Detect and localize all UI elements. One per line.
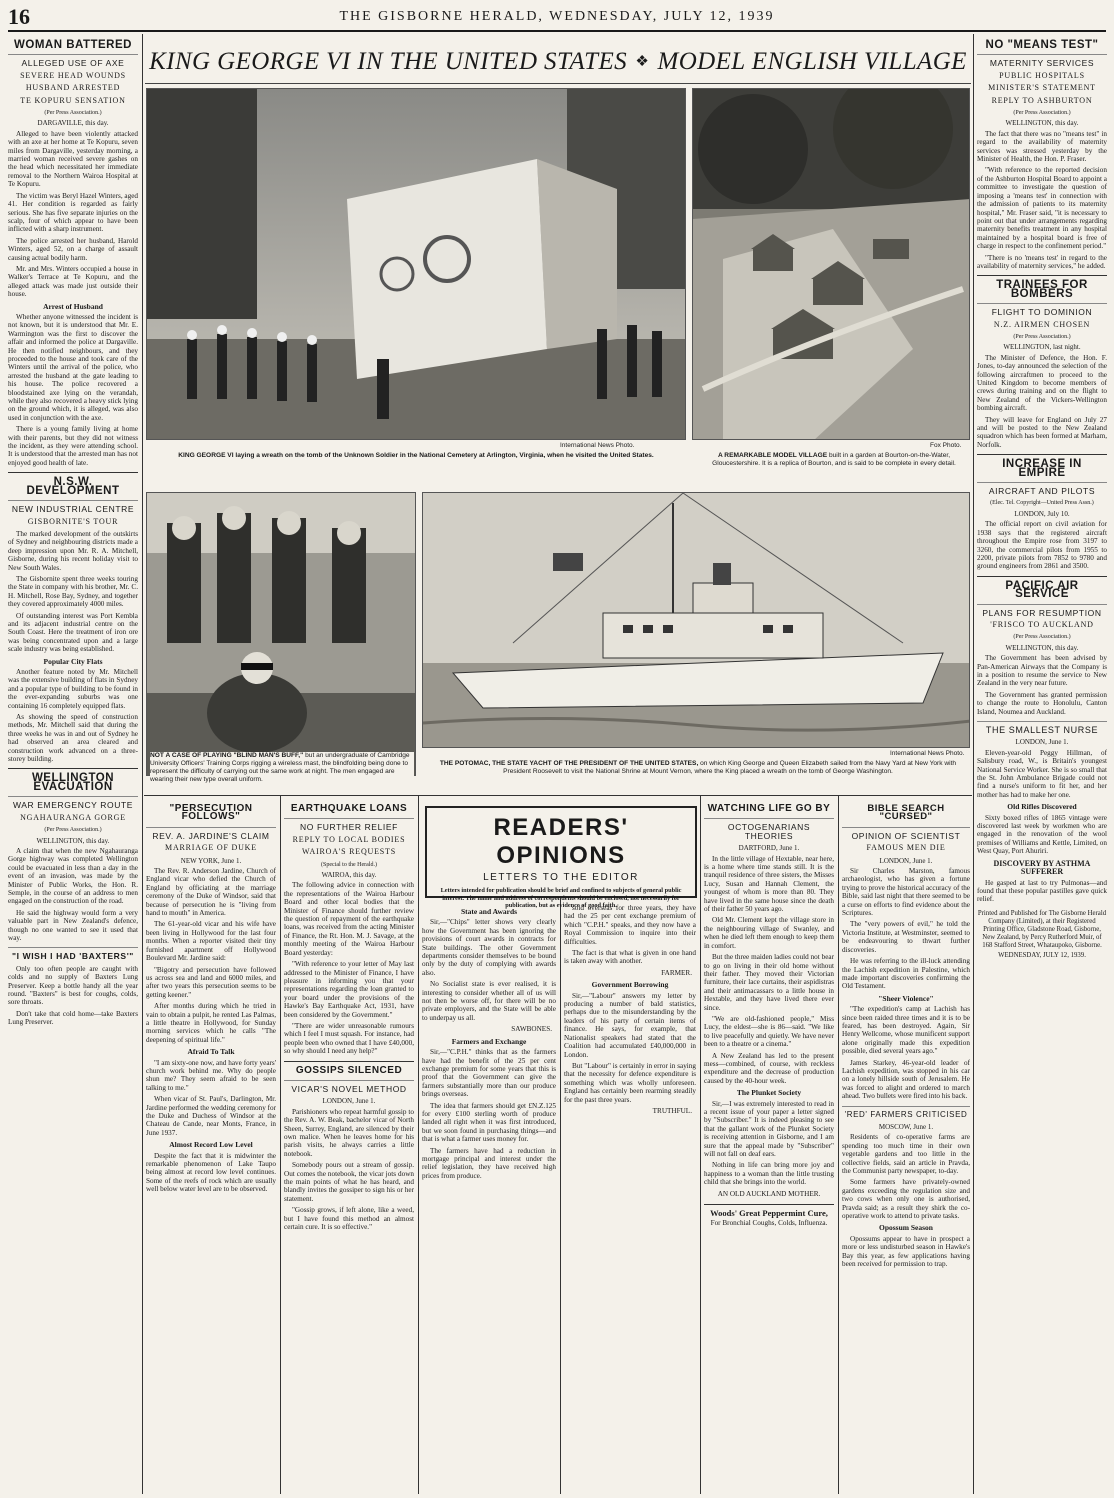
caption-lead: THE POTOMAC, THE STATE YACHT OF THE PRESIDENT OF THE UNITED STATES, <box>439 760 699 767</box>
subheading: Popular City Flats <box>43 656 103 666</box>
banner-left: KING GEORGE VI IN THE UNITED STATES <box>149 47 628 75</box>
masthead <box>8 4 1106 32</box>
deck: NGAHAURANGA GORGE <box>20 812 126 822</box>
dateline: MOSCOW, June 1. <box>878 1123 934 1131</box>
subheading: State and Awards <box>460 907 518 916</box>
headline: EARTHQUAKE LOANS <box>290 803 408 814</box>
photo-cambridge-otc <box>146 492 416 776</box>
column-6 <box>704 800 834 1492</box>
paragraph: Only too often people are caught with colds and no supply of Baxters Lung Preserver. Keep a bottle handy all the year round. "Baxters" is best for coughs, colds, sore throats. <box>8 964 138 1007</box>
paragraph: Old Mr. Clement kept the village store in the neighbouring village of Swanley, and when he died left them enough to keep them in comfort. <box>704 916 834 950</box>
paragraph: "There is no 'means test' in regard to the availability of maternity services," he added. <box>977 253 1107 270</box>
photo-banner <box>145 40 971 84</box>
deck: REPLY TO LOCAL BODIES <box>292 834 406 844</box>
paragraph: When vicar of St. Paul's, Darlington, Mr. Jardine performed the wedding ceremony for the Duke and Duchess of Windsor at the Chateau de Cande, near Monts, France, in June 1937. <box>146 1095 276 1137</box>
headline: "I WISH I HAD 'BAXTERS'" <box>8 947 138 960</box>
deck: NEW INDUSTRIAL CENTRE <box>8 500 138 513</box>
paragraph: "With reference to the reported decision of the Ashburton Hospital Board to appoint a committee to investigate the question of imposing a 'means test' in connection with the admission of patients to its maternity hospital," Mr. Fraser said, "it is necessary to point out that under arrangements regarding maternity benefits treatment in any hospital maintained by a hospital board is free of charge in respect to the confinement period." <box>977 166 1107 251</box>
deck: WAR EMERGENCY ROUTE <box>8 796 138 809</box>
caption-lead: A REMARKABLE MODEL VILLAGE <box>717 452 828 459</box>
deck: N.Z. AIRMEN CHOSEN <box>993 319 1091 329</box>
paragraph: The official report on civil aviation for 1938 says that the registered aircraft throughout the Empire rose from 3197 to 3260, the commercial pilots from 1955 to 2200, private pilots from 7852 to 9780 and ground engineers from 2861 and 3500. <box>977 520 1107 571</box>
dateline: WAIROA, this day. <box>321 871 377 880</box>
headline: WOMAN BATTERED <box>14 39 132 51</box>
photo-caption-cambridge <box>150 752 414 784</box>
byline: (Per Press Association.) <box>1013 634 1071 641</box>
column-1 <box>8 36 138 1492</box>
column-rule <box>418 796 419 1494</box>
paragraph: In the little village of Hextable, near here, is a home where time stands still. It is the tranquil residence of three sisters, the Misses Lucy, Susan and Hannah Clement, the youngest of whom is more than 80. They have lived in the same house since the death of their father 50 years ago. <box>704 854 834 914</box>
paragraph: The following advice in connection with the representations of the Wairoa Harbour Board and other local bodies that the Minister of Finance should further review the question of repayment of the earthquake loans, was received from the acting Minister of Finance, the Rt. Hon. M. J. Savage, at the monthly meeting of the Wairoa Harbour Board yesterday: <box>284 881 414 957</box>
caption-text: built in a garden at Bourton-on-the-Water, Gloucestershire. It is a replica of Bourton, and is said to be complete in every detail. <box>712 452 956 467</box>
paragraph: Eleven-year-old Peggy Hillman, of Salisbury road, W., is Britain's youngest National Service Worker. She is so small that the St. John Ambulance Brigade could not find a nurse's uniform to fit her, and her mother has had to make her one. <box>977 748 1107 799</box>
printer-imprint: Printed and Published for The Gisborne Herald Company (Limited), at their Registered Printing Office, Gladstone Road, Gisborne, New Zealand, by Percy Rutherford Muir, of 168 Stafford Street, Whataupoko, Gisborne. <box>977 909 1107 949</box>
paragraph: He was referring to the ill-luck attending the Lachish expedition in Palestine, which made important discoveries confirming the Old Testament. <box>842 957 970 991</box>
deck: WAIROA'S REQUESTS <box>302 847 396 857</box>
paragraph: "Bigotry and persecution have followed us across sea and land and 6000 miles, and after two years this persecution seems to be getting keener." <box>146 965 276 999</box>
paragraph: Mr. and Mrs. Winters occupied a house in Walker's Terrace at Te Kopuru, and the alleged attack was made just outside their house. <box>8 264 138 299</box>
byline: (Elec. Tel. Copyright—United Press Assn.) <box>990 500 1094 507</box>
column-5 <box>564 904 696 1492</box>
subheading: Farmers and Exchange <box>451 1036 527 1046</box>
photo-caption-potomac <box>430 760 966 776</box>
paragraph: Don't take that cold home—take Baxters Lung Preserver. <box>8 1009 138 1027</box>
photo-credit: International News Photo. <box>890 750 965 757</box>
paragraph: The idea that farmers should get £N.Z.125 for every £100 sterling worth of produce landed all right when it was first introduced, but we soon found in purchasing things—and that is what a farmer uses money for. <box>422 1101 556 1144</box>
column-rule <box>838 796 839 1494</box>
deck: REV. A. JARDINE'S CLAIM <box>146 827 276 840</box>
subheading: Almost Record Low Level <box>169 1140 253 1150</box>
advertisement-headline: DISCOVERY BY ASTHMA SUFFERER <box>993 858 1091 877</box>
byline: (Per Press Association.) <box>1013 333 1071 340</box>
byline: (Per Press Association.) <box>44 827 102 834</box>
paragraph: A claim that when the new Ngahauranga Gorge highway was completed Wellington could be evacuated in less than a day in the event of an invasion, was made by the Minister of Public Works, the Hon. R. Semple, in the course of an address to men engaged on the construction of the road. <box>8 846 138 906</box>
readers-opinions-header <box>425 806 697 909</box>
subheading: Opossum Season <box>879 1223 933 1233</box>
caption-text: KING GEORGE VI laying a wreath on the tomb of the Unknown Soldier in the National Cemetery at Arlington, Virginia, when he visited the United States. <box>178 452 654 459</box>
paragraph: "The expedition's camp at Lachish has since been raided three times and it is to be feared, has been destroyed. Again, Sir Henry Wellcome, whose munificent support alone originally made this expedition possible, died several years ago." <box>842 1005 970 1056</box>
paragraph: Residents of co-operative farms are spending too much time in their own vegetable gardens and too little in the collective fields, said an article in Pravda, the Communist party newspaper, to-day. <box>842 1133 970 1176</box>
paragraph: Parishioners who repeat harmful gossip to the Rev. A. W. Beak, bachelor vicar of North Sheen, Surrey, England, are silenced by their own malice. When he leaves home for his parish visits, he always carries a little notebook. <box>284 1107 414 1158</box>
photo-potomac-yacht <box>422 492 970 748</box>
headline: 'RED' FARMERS CRITICISED <box>842 1106 970 1119</box>
deck: OCTOGENARIANS THEORIES <box>704 818 834 840</box>
imprint-date: WEDNESDAY, JULY 12, 1939. <box>998 951 1086 959</box>
paragraph: Alleged to have been violently attacked with an axe at her home at Te Kopuru, seven miles from Dargaville, yesterday morning, a married woman received severe gashes on the head which necessitated her immediate removal to the Northern Wairoa Hospital at Te Kopuru. <box>8 129 138 189</box>
banner-right: MODEL ENGLISH VILLAGE <box>657 47 967 75</box>
paragraph: The 61-year-old vicar and his wife have been living in Hollywood for the last four months. When a reporter visited their tiny furnished apartment off Hollywood Boulevard Mr. Jardine said: <box>146 920 276 963</box>
paragraph: Somebody pours out a stream of gossip. Out comes the notebook, the vicar jots down the main points of what he has heard, and blandly invites the gossiper to sign his or her statement. <box>284 1161 414 1203</box>
paragraph: But the three maiden ladies could not bear to go on living in their old home without their father. They moved their Victorian furniture, their lace curtains, their aspidistras and their antimacassars to a little house in Hextable, and they have lived there ever since. <box>704 953 834 1012</box>
deck: AIRCRAFT AND PILOTS <box>977 482 1107 495</box>
signature: AN OLD AUCKLAND MOTHER. <box>717 1189 821 1198</box>
column-rule <box>280 796 281 1494</box>
paragraph: Sir Charles Marston, famous archaeologist, who has given a fortune trying to prove the historical accuracy of the Bible, said last night that there seemed to be a curse on efforts to find evidence about the Scriptures. <box>842 867 970 918</box>
deck: FLIGHT TO DOMINION <box>977 303 1107 316</box>
column-7 <box>842 800 970 1492</box>
paragraph: A New Zealand has led to the present mess—combined, of course, with reckless expenditure and the decrease of production caused by the 40-hour week. <box>704 1051 834 1085</box>
paragraph: Sixty boxed rifles of 1865 vintage were discovered last week by workmen who are engaged in the renovation of the wool premises of Williams and Kettle, Limited, on West Quay, Port Ahuriri. <box>977 813 1107 856</box>
headline: WATCHING LIFE GO BY <box>707 803 831 814</box>
byline: (Per Press Association.) <box>44 110 102 117</box>
subheading: Government Borrowing <box>591 980 669 990</box>
subheading: Afraid To Talk <box>187 1047 235 1057</box>
caption-lead: NOT A CASE OF PLAYING "BLIND MAN'S BUFF," <box>150 752 304 759</box>
headline: N.S.W. DEVELOPMENT <box>8 472 138 495</box>
column-4 <box>422 904 556 1492</box>
paragraph: No Socialist state is ever realised, it is interesting to consider whether all of us will not then be worse off, for there will be no private employers, and the State will be able to underpay us all. <box>422 980 556 1022</box>
paragraph: Sir,—I was extremely interested to read in a recent issue of your paper a letter signed by "Subscriber." It is indeed pleasing to see that the gallant work of the Plunket Society is receiving attention in Gisborne, and I am sure that the appeal made by "Subscriber" will not fall on deaf ears. <box>704 1099 834 1159</box>
column-3 <box>284 800 414 1492</box>
subheading: The Plunket Society <box>736 1088 802 1098</box>
banner-separator: ❖ <box>635 54 650 70</box>
headline: WELLINGTON EVACUATION <box>8 768 138 791</box>
paragraph: The fact that there was no "means test" in regard to the availability of maternity services was stressed yesterday by the Minister of Health, the Hon. P. Fraser. <box>977 129 1107 164</box>
deck: 'FRISCO TO AUCKLAND <box>990 619 1094 629</box>
paragraph: The victim was Beryl Hazel Winters, aged 41. Her condition is regarded as fairly serious. She has five separate injuries on the scalp, four of which appear to have been inflicted with a sharp instrument. <box>8 191 138 234</box>
paragraph: Despite the fact that it is midwinter the remarkable phenomenon of Lake Taupo being almost at record low level continues. Some of the reefs of rock which are usually well below water level are to be observed. <box>146 1151 276 1194</box>
dateline: DARGAVILLE, this day. <box>37 119 109 128</box>
paragraph: sold overseas for three years, they have had the 25 per cent exchange premium of which "C.P.H." speaks, and they now have a Royal Commission to inquire into their difficulties. <box>564 904 696 946</box>
photo-arlington-tomb <box>146 88 686 440</box>
deck: VICAR'S NOVEL METHOD <box>284 1080 414 1093</box>
headline: INCREASE IN EMPIRE <box>977 454 1107 477</box>
column-2 <box>146 800 276 1492</box>
paragraph: Sir,—"Chips" letter shows very clearly how the Government has been ignoring the provisions of court awards in contracts for State buildings. The other Government departments consider themselves to be bound only by the duty of complying with awards also. <box>422 918 556 977</box>
paragraph: Another feature noted by Mr. Mitchell was the extensive building of flats in Sydney and a popular type of building to be found in the ever-expanding suburbs was one containing 16 completely equipped flats. <box>8 668 138 710</box>
headline: PACIFIC AIR SERVICE <box>977 576 1107 599</box>
paragraph: Opossums appear to have in prospect a more or less undisturbed season in Hawke's Bay this year, as few applications having been received for permission to trap. <box>842 1234 970 1269</box>
headline: NO "MEANS TEST" <box>985 39 1099 51</box>
paragraph: Nothing in life can bring more joy and happiness to a woman than the little trusting child that she brings into the world. <box>704 1161 834 1187</box>
paragraph: He said the highway would form a very valuable part in New Zealand's defence, though no one wanted to see it used that way. <box>8 908 138 942</box>
dateline: LONDON, June 1. <box>322 1097 376 1106</box>
headline: GOSSIPS SILENCED <box>284 1061 414 1075</box>
dateline: WELLINGTON, this day. <box>1005 119 1079 128</box>
section-rule <box>144 795 972 796</box>
paragraph: Sir,—"C.P.H." thinks that as the farmers have had the benefit of the 25 per cent exchange premium for some years that this is proof that the Government can give the farmers substantially more than our produce brings overseas. <box>422 1048 556 1099</box>
deck: REPLY TO ASHBURTON <box>991 95 1093 105</box>
signature: FARMER. <box>661 968 692 977</box>
dateline: NEW YORK, June 1. <box>180 856 242 865</box>
paragraph: The Gisbornite spent three weeks touring the State in company with his brother, Mr. C. H. Mitchell, Rose Bay, Sydney, and together they covered approximately 4000 miles. <box>8 574 138 609</box>
headline: "PERSECUTION FOLLOWS" <box>169 803 253 823</box>
dateline: LONDON, July 10. <box>1014 509 1070 518</box>
subheading: "Sheer Violence" <box>878 993 934 1003</box>
deck: NO FURTHER RELIEF <box>284 818 414 831</box>
paragraph: "There are wider unreasonable rumours which I feel I must squash. For instance, had people been who owned that I have £40,000, so why should I need any help?" <box>284 1021 414 1056</box>
paragraph: Whether anyone witnessed the incident is not known, but it is understood that Mr. E. Warmington was the first to discover the affair and informed the police at Dargaville. He then notified neighbours, and they proceeded to the house and took care of the Winters until the arrival of the police, who arrested the husband at the gate leading to his house. The police recovered a bloodstained axe lying on the verandah, while they also recovered a heavy stick lying on the ground which, it is alleged, was also used in conjunction with the axe. <box>8 312 138 422</box>
column-rule <box>560 900 561 1494</box>
column-rule <box>973 34 974 1494</box>
readers-note: Letters intended for publication should be brief and confined to subjects of general public interest. The name and address of correspondents should be enclosed, not necessarily for publication, but as evidence of good faith. <box>440 887 682 909</box>
dateline: WELLINGTON, this day. <box>36 836 110 845</box>
deck: FAMOUS MEN DIE <box>866 843 946 853</box>
paragraph: The fact is that what is given in one hand is taken away with another. <box>564 949 696 966</box>
dateline: LONDON, June 1. <box>1015 738 1069 747</box>
column-rule <box>700 796 701 1494</box>
deck: ALLEGED USE OF AXE <box>8 54 138 67</box>
advertisement: Woods' Great Peppermint Cure, <box>704 1204 834 1217</box>
column-8 <box>977 36 1107 1492</box>
photo-caption-arlington <box>150 452 682 460</box>
dateline: WELLINGTON, last night. <box>1003 343 1081 352</box>
photo-caption-village <box>700 452 968 468</box>
deck: MATERNITY SERVICES <box>977 54 1107 67</box>
paragraph: He gasped at last to try Pulmonas—and found that these popular pastilles gave quick relief. <box>977 878 1107 904</box>
paragraph: The Minister of Defence, the Hon. F. Jones, to-day announced the selection of the following aircraftmen to proceed to the United Kingdom to become members of crews during training and on the flight to New Zealand of the Vickers-Wellington bombing aircraft. <box>977 353 1107 413</box>
headline: BIBLE SEARCH "CURSED" <box>867 803 945 823</box>
dateline: LONDON, June 1. <box>879 856 933 865</box>
paragraph: The police arrested her husband, Harold Winters, aged 52, on a charge of assault causing actual bodily harm. <box>8 236 138 262</box>
paragraph: The Government has granted permission to change the route to Honolulu, Canton Island, Noumea and Auckland. <box>977 690 1107 716</box>
photo-credit: Fox Photo. <box>930 442 962 449</box>
paragraph: After months during which he tried in vain to obtain a pulpit, he rented Las Palmas, a little theatre in Hollywood, for Sunday morning services which he calls "The deepening of spiritual life." <box>146 1002 276 1044</box>
headline: THE SMALLEST NURSE <box>977 721 1107 734</box>
subheading: Arrest of Husband <box>43 301 103 311</box>
paragraph: The Rev. R. Anderson Jardine, Church of England vicar who defied the Church of England by officiating at the marriage ceremony of the Duke of Windsor, said that because of persecution he is "living from hand to mouth" in America. <box>146 867 276 918</box>
signature: TRUTHFUL. <box>652 1106 692 1115</box>
paragraph: The Government has been advised by Pan-American Airways that the Company is in a position to resume the service to New Zealand in the very near future. <box>977 654 1107 688</box>
paragraph: James Starkey, 46-year-old leader of Lachish expedition, was stopped in his car on a lonely hillside south of Jerusalem. He was forced to alight and ordered to march ahead. Two bullets were fired into his back. <box>842 1058 970 1101</box>
signature: SAWBONES. <box>511 1025 552 1034</box>
headline: TRAINEES FOR BOMBERS <box>977 275 1107 298</box>
deck: PUBLIC HOSPITALS <box>999 70 1085 80</box>
paragraph: But "Labour" is certainly in error in saying that the necessity for defence expenditure is something which was wholly unforeseen. England has certainly been rearming steadily for the past three years. <box>564 1061 696 1104</box>
deck: HUSBAND ARRESTED <box>25 83 121 93</box>
paragraph: "Gossip grows, if left alone, like a weed, but I have found this method an almost certain cure. It is so effective." <box>284 1206 414 1232</box>
byline: (Special to the Herald.) <box>321 861 377 868</box>
publication-title: THE GISBORNE HERALD, WEDNESDAY, JULY 12, 1939 <box>339 9 775 24</box>
paragraph: There is a young family living at home with their parents, but they did not witness the incident, as they were attending school. It is understood that the arrested man has not enjoyed good health of late. <box>8 425 138 467</box>
column-rule <box>142 34 143 1494</box>
paragraph: As showing the speed of construction methods, Mr. Mitchell said that during the three weeks he was in and out of Sydney he had observed an area cleared and construction work advanced on a three-storey building. <box>8 713 138 764</box>
subheading: Old Rifles Discovered <box>1007 802 1077 812</box>
paragraph: The marked development of the outskirts of Sydney and neighbouring districts made a deep impression upon Mr. R. A. Mitchell, Gisborne, during his recent holiday visit to New South Wales. <box>8 529 138 572</box>
byline: (Per Press Association.) <box>1013 110 1071 117</box>
paragraph: The "very powers of evil," he told the Victoria Institute, at Westminster, seemed to be endeavouring to thwart further discoveries. <box>842 920 970 954</box>
dateline: DARTFORD, June 1. <box>738 844 800 853</box>
dateline: WELLINGTON, this day. <box>1005 643 1079 652</box>
paragraph: "With reference to your letter of May last addressed to the Minister of Finance, I have pleasure in informing you that your representations regarding the loan granted to your board under the provisions of the Hawke's Bay Earthquake Act, 1931, have been considered by the Government." <box>284 960 414 1019</box>
caption-text: on which King George and Queen Elizabeth sailed from the Navy Yard at New York with President Roosevelt to visit the National Shrine at Mount Vernon, where the King placed a wreath on the tomb of George Washington. <box>503 760 957 775</box>
deck: MINISTER'S STATEMENT <box>988 83 1096 93</box>
photo-model-village <box>692 88 970 440</box>
paragraph: "I am sixty-one now, and have forty years' church work behind me. Why do people shun me? They seem afraid to be seen talking to me." <box>146 1058 276 1092</box>
photo-credit: International News Photo. <box>560 442 635 449</box>
deck: OPINION OF SCIENTIST <box>842 827 970 840</box>
paragraph: "We are old-fashioned people," Miss Lucy, the eldest—she is 86—said. "We like to live peacefully and quietly. We have never been to a theatre or a cinema." <box>704 1014 834 1049</box>
advertisement-subtext: For Bronchial Coughs, Colds, Influenza. <box>710 1219 828 1228</box>
deck: GISBORNITE'S TOUR <box>27 516 119 526</box>
page-number: 16 <box>8 4 30 29</box>
deck: PLANS FOR RESUMPTION <box>977 604 1107 617</box>
caption-text: but an undergraduate of Cambridge University Officers' Training Corps rigging a wireless mast, the blindfolding being done to represent the difficulty of carrying out the same work at night. The men engaged are wearing their new type overall uniform. <box>150 752 410 783</box>
readers-subtitle: LETTERS TO THE EDITOR <box>483 872 639 883</box>
paragraph: Of outstanding interest was Port Kembla and its adjacent industrial centre on the South Coast. Here the treatment of iron ore was being concentrated upon and a large scale industry was being established. <box>8 611 138 654</box>
paragraph: They will leave for England on July 27 and will be posted to the New Zealand squadron which has been formed at Marham, Norfolk. <box>977 415 1107 449</box>
deck: TE KOPURU SENSATION <box>20 95 126 105</box>
paragraph: Some farmers have privately-owned gardens exceeding the regulation size and two cows when only one is authorised, Pravda said; as a result they shirk the co-operative work to attend to private tasks. <box>842 1178 970 1221</box>
deck: SEVERE HEAD WOUNDS <box>20 70 126 80</box>
paragraph: Sir,—"Labour" answers my letter by producing a number of bald statistics, perhaps due to the misunderstanding by the leaders of his party of certain items of finance. He says, for example, that Nationalist speakers had stated that the Coalition had accumulated £40,000,000 in London. <box>564 991 696 1059</box>
readers-title: READERS' OPINIONS <box>493 814 629 869</box>
paragraph: The farmers have had a reduction in mortgage principal and interest under the relief legislation, they have received high prices from produce. <box>422 1146 556 1180</box>
deck: MARRIAGE OF DUKE <box>165 843 257 853</box>
